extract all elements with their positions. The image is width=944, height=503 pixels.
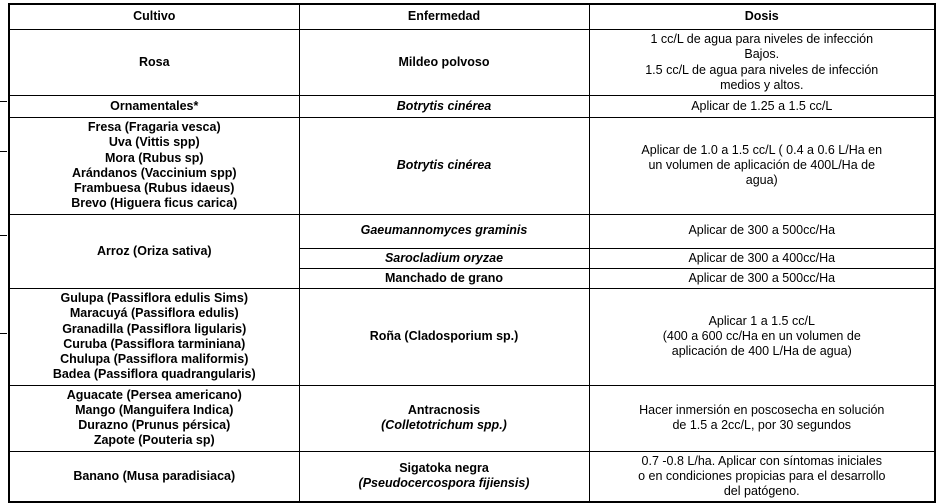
margin-tick (0, 101, 7, 102)
cultivo-line: Brevo (Higuera ficus carica) (71, 196, 238, 211)
table-row (9, 118, 935, 215)
cell-dosis (589, 214, 935, 248)
cultivo-line: Mango (Manguifera Indica) (75, 402, 234, 417)
dosis-line: un volumen de aplicación de 400L/Ha de (648, 158, 876, 173)
cultivo-line: Arroz (Oriza sativa) (96, 243, 212, 258)
enfermedad-line: (Colletotrichum spp.) (381, 418, 507, 432)
cell-enfermedad (299, 30, 589, 96)
cell-enfermedad (299, 289, 589, 386)
cell-cultivo (9, 30, 299, 96)
dosis-line: (400 a 600 cc/Ha en un volumen de (662, 329, 861, 344)
margin-tick (0, 151, 7, 152)
cultivo-line: Uva (Vittis spp) (108, 135, 200, 150)
product-dosage-table (8, 3, 936, 503)
dosis-line: o en condiciones propicias para el desarrollo (638, 468, 886, 483)
cell-dosis (589, 96, 935, 118)
column-header-enfermedad: Enfermedad (299, 4, 589, 30)
cell-dosis (589, 289, 935, 386)
dosis-line: 0.7 -0.8 L/ha. Aplicar con síntomas iniciales (641, 453, 882, 468)
cultivo-line: Banano (Musa paradisiaca) (73, 468, 236, 483)
column-header-cultivo: Cultivo (9, 4, 299, 30)
dosis-line: del patógeno. (723, 484, 800, 498)
cultivo-line: Gulupa (Passiflora edulis Sims) (60, 291, 249, 305)
dosis-line: aplicación de 400 L/Ha de agua) (671, 344, 852, 359)
enfermedad-line: Botrytis cinérea (396, 98, 492, 113)
cultivo-line: Arándanos (Vaccinium spp) (71, 165, 237, 180)
dosis-line: Aplicar de 300 a 500cc/Ha (688, 270, 836, 285)
cell-dosis (589, 451, 935, 502)
enfermedad-line: Botrytis cinérea (396, 158, 492, 173)
table-row (9, 96, 935, 118)
column-header-dosis: Dosis (589, 4, 935, 30)
cell-enfermedad (299, 214, 589, 248)
cell-cultivo (9, 96, 299, 118)
cell-cultivo (9, 289, 299, 386)
cultivo-line: Maracuyá (Passiflora edulis) (69, 306, 239, 321)
dosis-line: Aplicar 1 a 1.5 cc/L (708, 313, 815, 328)
cell-dosis (589, 30, 935, 96)
margin-tick (0, 333, 7, 334)
enfermedad-line: Roña (Cladosporium sp.) (369, 329, 519, 344)
cultivo-line: Zapote (Pouteria sp) (93, 433, 215, 448)
dosis-line: medios y altos. (720, 77, 804, 92)
cultivo-line: Durazno (Prunus pérsica) (78, 418, 231, 432)
cultivo-line: Fresa (Fragaria vesca) (87, 120, 221, 134)
cell-enfermedad (299, 268, 589, 288)
cultivo-line: Badea (Passiflora quadrangularis) (52, 367, 256, 382)
enfermedad-line: Sarocladium oryzae (384, 250, 504, 265)
cell-enfermedad (299, 451, 589, 502)
dosis-line: Aplicar de 300 a 500cc/Ha (688, 223, 836, 238)
table-row (9, 451, 935, 502)
margin-tick (0, 235, 7, 236)
table-header-row (9, 4, 935, 30)
dosis-line: de 1.5 a 2cc/L, por 30 segundos (672, 418, 852, 432)
dosis-line: Bajos. (744, 47, 780, 62)
cultivo-line: Mora (Rubus sp) (104, 150, 204, 165)
enfermedad-line: Antracnosis (407, 402, 481, 417)
cultivo-line: Curuba (Passiflora tarminiana) (63, 336, 246, 351)
cultivo-line: Chulupa (Passiflora maliformis) (60, 352, 249, 366)
table-body (9, 30, 935, 503)
table-row (9, 289, 935, 386)
cell-enfermedad (299, 248, 589, 268)
dosis-line: Aplicar de 300 a 400cc/Ha (688, 250, 836, 265)
enfermedad-line: Mildeo polvoso (398, 54, 490, 69)
enfermedad-line: Sigatoka negra (399, 461, 489, 476)
cell-dosis (589, 268, 935, 288)
cell-dosis (589, 385, 935, 451)
document-page (0, 3, 944, 498)
cell-dosis (589, 118, 935, 215)
cell-enfermedad (299, 96, 589, 118)
cultivo-line: Ornamentales* (110, 98, 199, 113)
cell-cultivo (9, 451, 299, 502)
dosis-line: 1 cc/L de agua para niveles de infección (650, 32, 874, 46)
dosis-line: Hacer inmersión en poscosecha en solución (639, 402, 885, 417)
cell-cultivo (9, 214, 299, 289)
table-row (9, 385, 935, 451)
cell-enfermedad (299, 118, 589, 215)
enfermedad-line: (Pseudocercospora fijiensis) (358, 476, 530, 491)
table-row (9, 214, 935, 248)
cell-enfermedad (299, 385, 589, 451)
dosis-line: Aplicar de 1.25 a 1.5 cc/L (691, 98, 833, 113)
cultivo-line: Frambuesa (Rubus idaeus) (74, 181, 235, 195)
dosis-line: Aplicar de 1.0 a 1.5 cc/L ( 0.4 a 0.6 L/Ha en (641, 142, 883, 157)
dosis-line: 1.5 cc/L de agua para niveles de infección (645, 62, 879, 77)
cultivo-line: Rosa (138, 54, 170, 69)
dosis-line: agua) (745, 173, 778, 188)
cultivo-line: Aguacate (Persea americano) (66, 387, 242, 402)
cultivo-line: Granadilla (Passiflora ligularis) (62, 321, 247, 336)
cell-dosis (589, 248, 935, 268)
cell-cultivo (9, 385, 299, 451)
enfermedad-line: Manchado de grano (384, 270, 504, 285)
table-row (9, 30, 935, 96)
cell-cultivo (9, 118, 299, 215)
enfermedad-line: Gaeumannomyces graminis (360, 223, 528, 238)
